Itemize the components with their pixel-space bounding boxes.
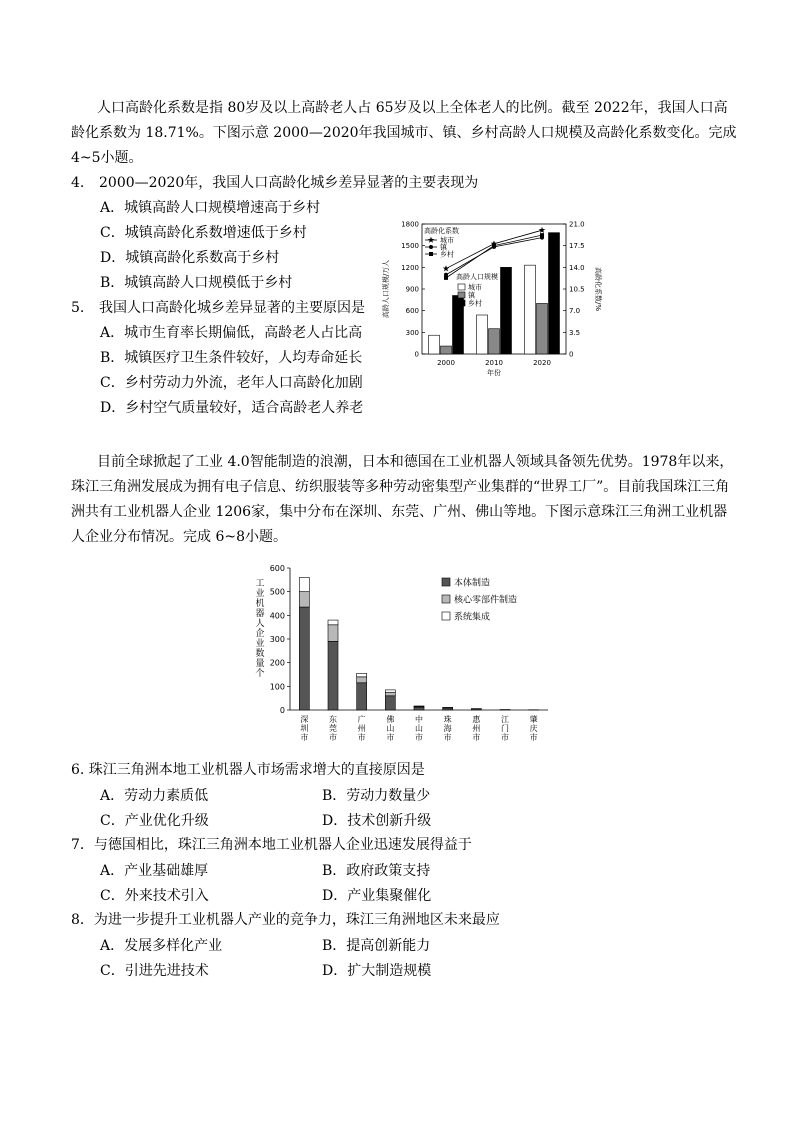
point-乡村 [444, 276, 448, 280]
point-乡村 [492, 244, 496, 248]
bar-本体制造 [328, 641, 338, 710]
legend-swatch [442, 578, 450, 586]
x-tick-label: 广州市 [357, 715, 366, 742]
x-tick-label: 肇庆市 [529, 715, 538, 742]
y2-axis-label: 高龄化系数/% [594, 266, 602, 312]
q6-option-a[interactable]: A．劳动力素质低 [100, 788, 209, 804]
bar-乡村 [501, 267, 512, 354]
x-tick-label: 2010 [485, 359, 503, 367]
q5-option[interactable]: C．乡村劳动力外流，老年人口高龄化加剧 [100, 375, 363, 391]
q6-option-b[interactable]: B．劳动力数量少 [322, 788, 431, 804]
bar-legend-label: 城市 [468, 283, 482, 292]
y-tick-label: 1200 [401, 263, 419, 272]
bar-系统集成 [299, 577, 309, 591]
q7-option-b[interactable]: B．政府政策支持 [322, 863, 431, 879]
q6-option-d[interactable]: D．技术创新升级 [322, 813, 432, 829]
bar-本体制造 [357, 683, 367, 710]
bar-legend-title: 高龄人口规模 [456, 273, 498, 281]
y2-tick-label: 0 [569, 350, 574, 359]
q7-option-c[interactable]: C．外来技术引入 [100, 888, 209, 904]
q5-option[interactable]: A．城市生育率长期偏低，高龄老人占比高 [100, 325, 363, 341]
point-乡村 [540, 233, 544, 237]
y-tick-label: 1800 [401, 220, 419, 229]
question-6-stem: 6. 珠江三角洲本地工业机器人市场需求增大的直接原因是 [71, 762, 425, 778]
bar-系统集成 [328, 620, 338, 625]
point-城市 [539, 227, 545, 233]
intro-line-1: 人口高龄化系数是指 80岁及以上高龄老人占 65岁及以上全体老人的比例。截至 2022年，我国人口高 [97, 100, 728, 116]
q4-option[interactable]: B．城镇高龄人口规模低于乡村 [100, 275, 293, 291]
bar-核心零部件制造 [385, 692, 395, 696]
q7-option-d[interactable]: D．产业集聚催化 [322, 888, 432, 904]
bar-城市 [429, 335, 440, 354]
bar-系统集成 [357, 673, 367, 677]
y-tick-label: 200 [269, 658, 285, 668]
q5-option[interactable]: D．乡村空气质量较好，适合高龄老人养老 [100, 400, 364, 416]
x-tick-label: 佛山市 [386, 715, 395, 742]
q4-option[interactable]: D．城镇高龄化系数高于乡村 [100, 250, 280, 266]
y-tick-label: 0 [279, 706, 285, 715]
y-axis-label: 工业机器人企业数量个 [255, 579, 265, 679]
line-legend-label: 城市 [440, 236, 454, 245]
x-axis-label: 年份 [487, 369, 501, 377]
q8-option-b[interactable]: B．提高创新能力 [322, 938, 431, 954]
intro2-line-4: 人企业分布情况。完成 6~8小题。 [71, 529, 287, 545]
y-tick-label: 0 [414, 350, 419, 359]
intro-line-3: 4~5小题。 [71, 150, 143, 166]
x-tick-label: 2000 [437, 359, 455, 367]
y2-tick-label: 3.5 [569, 328, 581, 337]
legend-label: 本体制造 [454, 578, 491, 589]
question-4-stem: 2000—2020年，我国人口高龄化城乡差异显著的主要表现为 [99, 175, 479, 191]
bar-城市 [477, 315, 488, 354]
y2-tick-label: 21.0 [569, 220, 585, 229]
y-axis-label: 高龄人口规模/万人 [382, 259, 390, 319]
intro2-line-3: 洲共有工业机器人企业 1206家，集中分布在深圳、东莞、广州、佛山等地。下图示意珠江三角洲工业机器 [71, 504, 728, 520]
line-legend-label: 乡村 [440, 250, 454, 259]
y-tick-label: 400 [269, 611, 285, 621]
x-tick-label: 2020 [533, 359, 551, 367]
bar-乡村 [549, 233, 560, 354]
bar-城市 [525, 265, 536, 354]
q6-option-c[interactable]: C．产业优化升级 [100, 813, 209, 829]
x-tick-label: 深圳市 [300, 715, 309, 742]
q8-option-d[interactable]: D．扩大制造规模 [322, 963, 432, 979]
question-5-number: 5. [71, 300, 85, 316]
line-legend-marker [429, 245, 433, 249]
y2-tick-label: 14.0 [569, 263, 585, 272]
y-tick-label: 100 [269, 682, 285, 692]
y2-tick-label: 7.0 [569, 307, 581, 316]
y-tick-label: 300 [269, 635, 285, 644]
bar-本体制造 [414, 707, 424, 710]
x-tick-label: 惠州市 [472, 715, 481, 742]
x-tick-label: 珠海市 [443, 715, 452, 742]
y-tick-label: 600 [405, 307, 419, 316]
intro2-line-2: 珠江三角洲发展成为拥有电子信息、纺织服装等多种劳动密集型产业集群的“世界工厂”。目前我国珠江三角 [71, 479, 730, 495]
q4-option[interactable]: A．城镇高龄人口规模增速高于乡村 [100, 200, 321, 216]
y-tick-label: 1500 [401, 242, 419, 251]
point-城市 [443, 265, 449, 271]
intro2-line-1: 目前全球掀起了工业 4.0智能制造的浪潮，日本和德国在工业机器人领域具备领先优势。1978年以来， [97, 454, 734, 470]
bar-核心零部件制造 [328, 625, 338, 642]
bar-legend-label: 镇 [468, 291, 475, 300]
bar-镇 [537, 303, 548, 354]
y-tick-label: 500 [269, 587, 285, 597]
line-legend-marker [428, 237, 434, 243]
q5-option[interactable]: B．城镇医疗卫生条件较好，人均寿命延长 [100, 350, 363, 366]
x-tick-label: 东莞市 [329, 715, 337, 742]
bar-legend-label: 乡村 [468, 299, 482, 308]
line-legend-marker [429, 252, 433, 256]
bar-镇 [441, 346, 452, 354]
bar-核心零部件制造 [299, 592, 309, 607]
bar-核心零部件制造 [357, 677, 367, 683]
legend-swatch [442, 612, 450, 620]
question-5-stem: 我国人口高龄化城乡差异显著的主要原因是 [99, 300, 365, 316]
robot-enterprise-chart [248, 560, 558, 752]
y-tick-label: 900 [405, 285, 419, 294]
y-tick-label: 600 [269, 564, 285, 573]
bar-legend-swatch [458, 284, 465, 290]
q7-option-a[interactable]: A．产业基础雄厚 [100, 863, 209, 879]
bar-legend-swatch [458, 300, 465, 306]
intro-line-2: 龄化系数为 18.71%。下图示意 2000—2020年我国城市、镇、乡村高龄人口规模及高龄化系数变化。完成 [71, 125, 737, 141]
question-4-number: 4. [71, 175, 85, 191]
bar-本体制造 [299, 607, 309, 710]
q8-option-c[interactable]: C．引进先进技术 [100, 963, 209, 979]
y-tick-label: 300 [405, 328, 419, 337]
q4-option[interactable]: C．城镇高龄化系数增速低于乡村 [100, 225, 307, 241]
bar-本体制造 [385, 696, 395, 710]
bar-镇 [489, 329, 500, 354]
elderly-population-chart [378, 216, 604, 382]
line-legend-label: 镇 [440, 243, 447, 252]
legend-swatch [442, 595, 450, 603]
y2-tick-label: 17.5 [569, 242, 585, 251]
legend-label: 系统集成 [454, 612, 491, 623]
line-legend-title: 高龄化系数 [424, 227, 459, 235]
bar-系统集成 [385, 690, 395, 692]
question-7-stem: 7．与德国相比，珠江三角洲本地工业机器人企业迅速发展得益于 [71, 837, 472, 853]
question-8-stem: 8．为进一步提升工业机器人产业的竞争力，珠江三角洲地区未来最应 [71, 912, 500, 928]
x-tick-label: 中山市 [415, 715, 423, 742]
line-城市 [446, 230, 542, 268]
y2-tick-label: 10.5 [569, 285, 585, 294]
legend-label: 核心零部件制造 [454, 595, 518, 606]
x-tick-label: 江门市 [501, 715, 509, 742]
q8-option-a[interactable]: A．发展多样化产业 [100, 938, 223, 954]
bar-legend-swatch [458, 292, 465, 298]
